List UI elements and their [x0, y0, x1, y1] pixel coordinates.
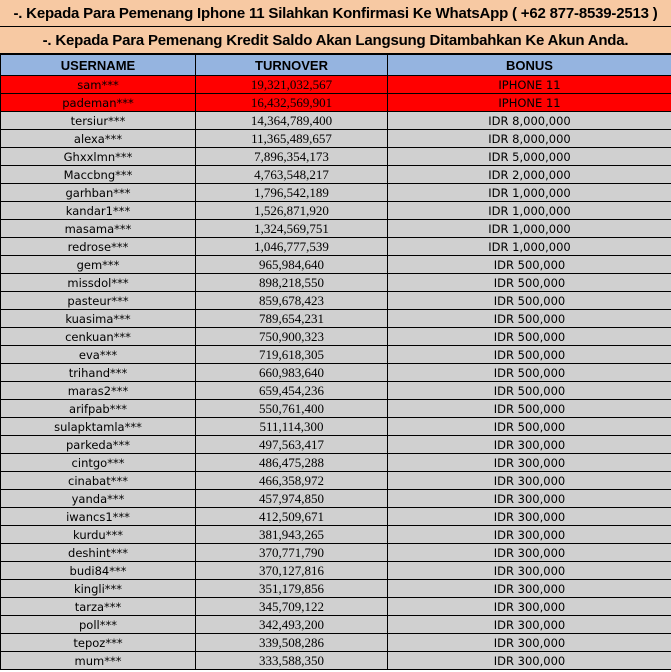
turnover-cell: 457,974,850: [196, 490, 388, 508]
table-row: [1, 328, 671, 346]
username-cell: deshint***: [1, 544, 196, 562]
table-row: [1, 94, 671, 112]
username-cell: parkeda***: [1, 436, 196, 454]
turnover-cell: 497,563,417: [196, 436, 388, 454]
credit-notice: -. Kepada Para Pemenang Kredit Saldo Akan Langsung Ditambahkan Ke Akun Anda.: [0, 27, 671, 54]
table-row: [1, 112, 671, 130]
header-username: USERNAME: [1, 55, 196, 76]
turnover-cell: 965,984,640: [196, 256, 388, 274]
bonus-cell: IDR 300,000: [388, 454, 671, 472]
turnover-cell: 16,432,569,901: [196, 94, 388, 112]
bonus-cell: IDR 300,000: [388, 652, 671, 670]
table-row: [1, 364, 671, 382]
table-row: [1, 346, 671, 364]
table-row: [1, 454, 671, 472]
table-row: [1, 148, 671, 166]
bonus-cell: IDR 8,000,000: [388, 130, 671, 148]
table-row: [1, 382, 671, 400]
turnover-cell: 14,364,789,400: [196, 112, 388, 130]
turnover-cell: 898,218,550: [196, 274, 388, 292]
table-row: [1, 166, 671, 184]
turnover-cell: 7,896,354,173: [196, 148, 388, 166]
username-cell: sam***: [1, 76, 196, 94]
bonus-cell: IDR 300,000: [388, 490, 671, 508]
turnover-cell: 333,588,350: [196, 652, 388, 670]
bonus-cell: IDR 500,000: [388, 382, 671, 400]
username-cell: kandar1***: [1, 202, 196, 220]
turnover-cell: 381,943,265: [196, 526, 388, 544]
bonus-cell: IDR 1,000,000: [388, 184, 671, 202]
header-turnover: TURNOVER: [196, 55, 388, 76]
bonus-cell: IDR 500,000: [388, 328, 671, 346]
turnover-cell: 342,493,200: [196, 616, 388, 634]
table-row: [1, 184, 671, 202]
whatsapp-notice: -. Kepada Para Pemenang Iphone 11 Silahkan Konfirmasi Ke WhatsApp ( +62 877-8539-2513 ): [0, 0, 671, 27]
username-cell: eva***: [1, 346, 196, 364]
table-row: [1, 220, 671, 238]
bonus-cell: IDR 300,000: [388, 598, 671, 616]
turnover-cell: 412,509,671: [196, 508, 388, 526]
username-cell: Ghxxlmn***: [1, 148, 196, 166]
table-row: [1, 652, 671, 670]
table-row: [1, 310, 671, 328]
table-row: [1, 616, 671, 634]
bonus-cell: IDR 300,000: [388, 436, 671, 454]
table-row: [1, 634, 671, 652]
bonus-cell: IPHONE 11: [388, 76, 671, 94]
bonus-cell: IDR 500,000: [388, 256, 671, 274]
username-cell: garhban***: [1, 184, 196, 202]
bonus-cell: IDR 300,000: [388, 616, 671, 634]
username-cell: pademan***: [1, 94, 196, 112]
bonus-cell: IPHONE 11: [388, 94, 671, 112]
bonus-cell: IDR 300,000: [388, 544, 671, 562]
turnover-cell: 1,526,871,920: [196, 202, 388, 220]
bonus-cell: IDR 300,000: [388, 634, 671, 652]
username-cell: mum***: [1, 652, 196, 670]
username-cell: alexa***: [1, 130, 196, 148]
bonus-cell: IDR 300,000: [388, 580, 671, 598]
turnover-cell: 19,321,032,567: [196, 76, 388, 94]
username-cell: iwancs1***: [1, 508, 196, 526]
turnover-cell: 859,678,423: [196, 292, 388, 310]
username-cell: kurdu***: [1, 526, 196, 544]
bonus-cell: IDR 500,000: [388, 400, 671, 418]
table-row: [1, 418, 671, 436]
table-row: [1, 130, 671, 148]
table-row: [1, 472, 671, 490]
turnover-cell: 486,475,288: [196, 454, 388, 472]
username-cell: yanda***: [1, 490, 196, 508]
table-row: [1, 490, 671, 508]
username-cell: budi84***: [1, 562, 196, 580]
table-row: [1, 580, 671, 598]
table-row: [1, 274, 671, 292]
turnover-cell: 659,454,236: [196, 382, 388, 400]
username-cell: arifpab***: [1, 400, 196, 418]
turnover-cell: 719,618,305: [196, 346, 388, 364]
bonus-cell: IDR 300,000: [388, 562, 671, 580]
table-row: [1, 562, 671, 580]
turnover-cell: 370,771,790: [196, 544, 388, 562]
turnover-cell: 1,796,542,189: [196, 184, 388, 202]
winners-table: [0, 54, 671, 670]
table-row: [1, 436, 671, 454]
username-cell: gem***: [1, 256, 196, 274]
turnover-cell: 511,114,300: [196, 418, 388, 436]
turnover-cell: 750,900,323: [196, 328, 388, 346]
table-row: [1, 256, 671, 274]
bonus-cell: IDR 500,000: [388, 364, 671, 382]
header-bonus: BONUS: [388, 55, 671, 76]
turnover-cell: 1,046,777,539: [196, 238, 388, 256]
username-cell: kingli***: [1, 580, 196, 598]
bonus-cell: IDR 5,000,000: [388, 148, 671, 166]
username-cell: sulapktamla***: [1, 418, 196, 436]
username-cell: cinabat***: [1, 472, 196, 490]
bonus-cell: IDR 2,000,000: [388, 166, 671, 184]
username-cell: tersiur***: [1, 112, 196, 130]
username-cell: missdol***: [1, 274, 196, 292]
table-row: [1, 292, 671, 310]
table-row: [1, 544, 671, 562]
table-body: [1, 76, 671, 670]
bonus-cell: IDR 500,000: [388, 274, 671, 292]
bonus-cell: IDR 300,000: [388, 508, 671, 526]
turnover-cell: 660,983,640: [196, 364, 388, 382]
bonus-cell: IDR 500,000: [388, 346, 671, 364]
table-row: [1, 76, 671, 94]
username-cell: trihand***: [1, 364, 196, 382]
username-cell: pasteur***: [1, 292, 196, 310]
table-row: [1, 238, 671, 256]
username-cell: Maccbng***: [1, 166, 196, 184]
bonus-cell: IDR 500,000: [388, 292, 671, 310]
bonus-cell: IDR 1,000,000: [388, 202, 671, 220]
username-cell: tarza***: [1, 598, 196, 616]
bonus-cell: IDR 500,000: [388, 310, 671, 328]
username-cell: masama***: [1, 220, 196, 238]
username-cell: cenkuan***: [1, 328, 196, 346]
table-row: [1, 400, 671, 418]
username-cell: cintgo***: [1, 454, 196, 472]
username-cell: poll***: [1, 616, 196, 634]
turnover-cell: 550,761,400: [196, 400, 388, 418]
table-row: [1, 202, 671, 220]
username-cell: kuasima***: [1, 310, 196, 328]
bonus-cell: IDR 300,000: [388, 472, 671, 490]
bonus-cell: IDR 500,000: [388, 418, 671, 436]
turnover-cell: 345,709,122: [196, 598, 388, 616]
bonus-cell: IDR 300,000: [388, 526, 671, 544]
turnover-cell: 1,324,569,751: [196, 220, 388, 238]
table-row: [1, 508, 671, 526]
table-row: [1, 526, 671, 544]
turnover-cell: 789,654,231: [196, 310, 388, 328]
turnover-cell: 370,127,816: [196, 562, 388, 580]
turnover-cell: 11,365,489,657: [196, 130, 388, 148]
table-row: [1, 598, 671, 616]
bonus-cell: IDR 8,000,000: [388, 112, 671, 130]
bonus-cell: IDR 1,000,000: [388, 220, 671, 238]
username-cell: redrose***: [1, 238, 196, 256]
turnover-cell: 4,763,548,217: [196, 166, 388, 184]
username-cell: tepoz***: [1, 634, 196, 652]
username-cell: maras2***: [1, 382, 196, 400]
table-header-row: [1, 55, 671, 76]
turnover-cell: 351,179,856: [196, 580, 388, 598]
turnover-cell: 339,508,286: [196, 634, 388, 652]
turnover-cell: 466,358,972: [196, 472, 388, 490]
bonus-cell: IDR 1,000,000: [388, 238, 671, 256]
